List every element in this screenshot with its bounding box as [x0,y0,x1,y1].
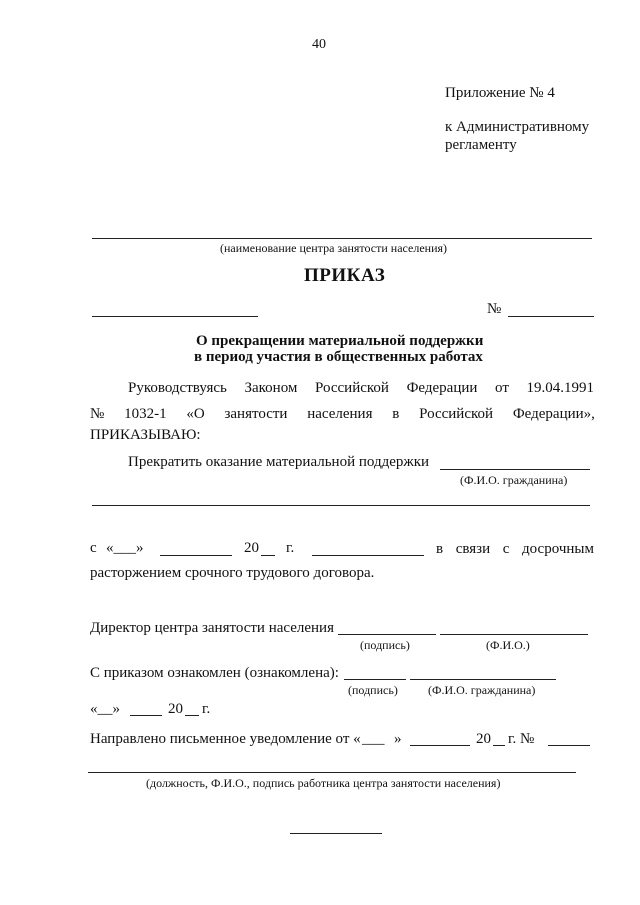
acknowledged-name-caption: (Ф.И.О. гражданина) [428,683,536,697]
director-label: Директор центра занятости населения [90,620,334,636]
acknowledged-date-month-line [130,715,162,716]
notice-number-line [548,745,590,746]
order-date-line [92,316,258,317]
notice-suffix: г. № [508,731,535,747]
basis-word: Российской [315,380,389,396]
notice-month-line [410,745,470,746]
date-reason [436,541,594,558]
date-year-line [261,555,275,556]
basis-word: Федерации», [512,406,595,422]
citizen-name-line-full [92,505,590,506]
date-extra-line [312,555,424,556]
reason-word: досрочным [522,541,594,557]
org-name-caption: (наименование центра занятости населения) [220,241,448,255]
subject-line-2: в период участия в общественных работах [194,349,483,365]
notice-label: Направлено письменное уведомление от « [90,731,361,747]
employee-line [88,772,576,773]
employee-caption: (должность, Ф.И.О., подпись работника центра занятости населения) [146,776,501,790]
basis-word: от [495,380,509,396]
acknowledged-date-year-line [185,715,199,716]
basis-word: № [90,406,105,422]
acknowledged-date-quote: «__» [90,701,120,717]
basis-word: Федерации [406,380,478,396]
date-year-prefix: 20 [244,540,259,556]
director-signature-line [338,634,436,635]
notice-close-quote: » [394,731,402,747]
acknowledged-label: С приказом ознакомлен (ознакомлена): [90,665,339,681]
basis-line-3: ПРИКАЗЫВАЮ: [90,427,201,443]
acknowledged-date-suffix: г. [202,701,211,717]
basis-word: Российской [419,406,494,422]
reason-word: с [502,541,510,557]
appendix-line-2: к Административному [445,119,590,135]
date-day-blank: «___» [106,540,144,556]
date-month-line [160,555,232,556]
document-title: ПРИКАЗ [304,265,386,286]
appendix-line-3: регламенту [445,137,517,153]
basis-line-2 [90,406,595,423]
director-name-line [440,634,588,635]
date-prefix: с [90,540,97,556]
reason-word: связи [455,541,491,557]
appendix-line-1: Приложение № 4 [445,85,555,101]
date-year-suffix: г. [286,540,295,556]
bottom-separator [290,833,382,834]
order-number-line [508,316,594,317]
basis-word: населения [307,406,373,422]
basis-line-1 [128,380,594,397]
date-reason-line-2: расторжением срочного трудового договора. [90,565,375,581]
page-number: 40 [312,37,326,52]
basis-word: занятости [224,406,288,422]
acknowledged-date-year: 20 [168,701,183,717]
reason-word: в [436,541,444,557]
basis-word: Законом [244,380,298,396]
order-number-sign: № [487,301,502,317]
acknowledged-signature-caption: (подпись) [348,683,398,697]
director-signature-caption: (подпись) [360,638,410,652]
notice-year: 20 [476,731,491,747]
acknowledged-name-line [410,679,556,680]
basis-word: Руководствуясь [128,380,227,396]
basis-word: в [392,406,400,422]
director-name-caption: (Ф.И.О.) [486,638,530,652]
citizen-name-caption: (Ф.И.О. гражданина) [460,473,568,487]
basis-word: 19.04.1991 [526,380,594,396]
notice-year-line [493,745,505,746]
citizen-name-line-inline [440,469,590,470]
org-name-line [92,238,592,239]
acknowledged-signature-line [344,679,406,680]
subject-line-1: О прекращении материальной поддержки [196,333,484,349]
basis-word: «О [186,406,205,422]
notice-day-blank: ___ [362,731,385,747]
order-text: Прекратить оказание материальной поддержки [128,454,430,470]
basis-word: 1032-1 [124,406,167,422]
